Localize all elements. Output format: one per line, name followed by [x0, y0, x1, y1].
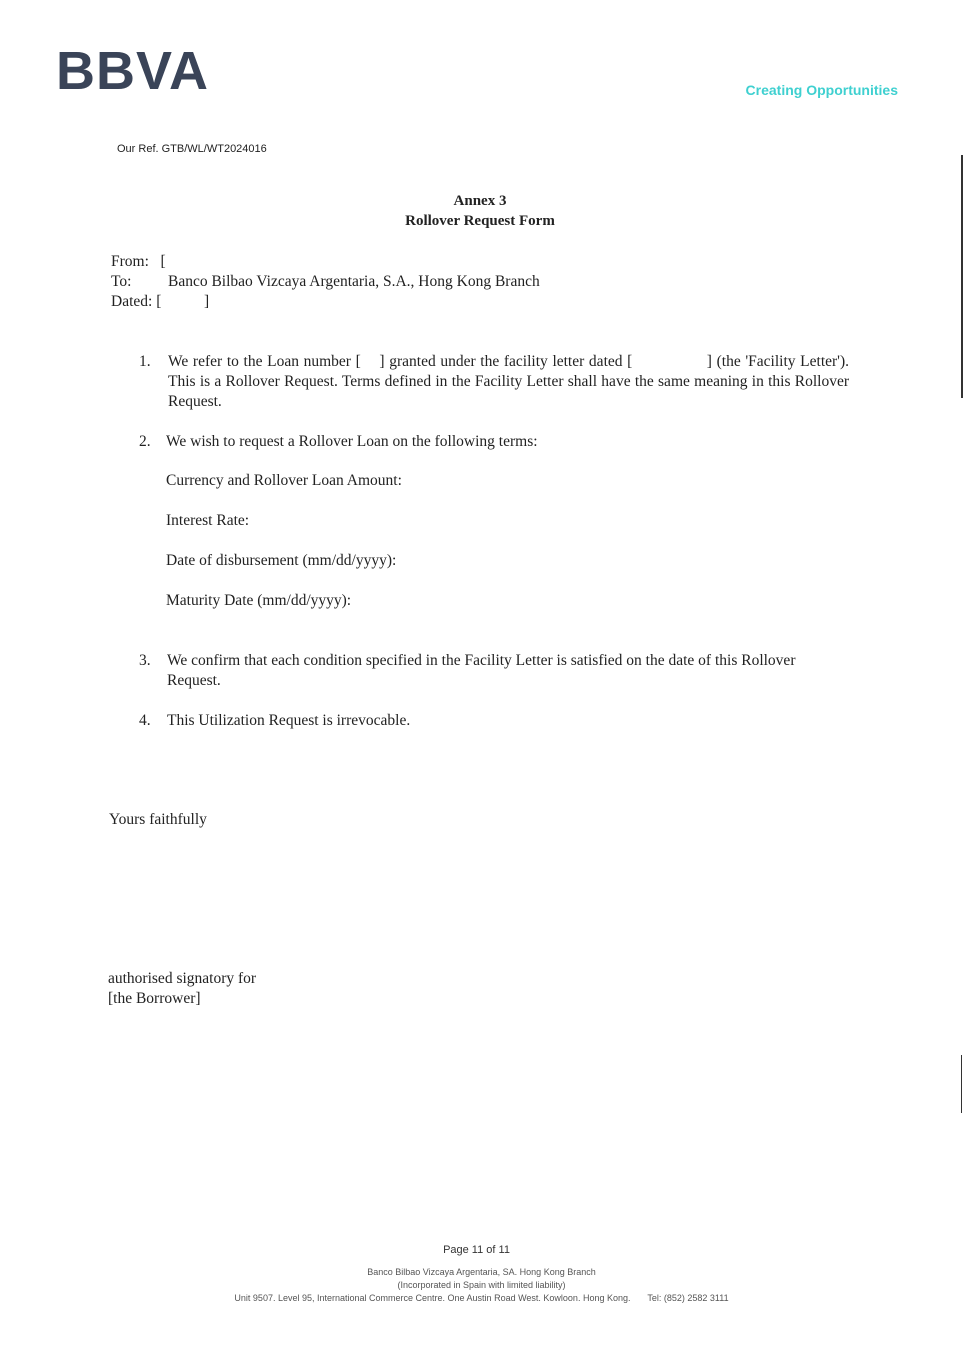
dated-line: Dated: [ ] — [111, 293, 210, 310]
clause-3-number: 3. — [139, 652, 151, 669]
clause-3-text: We confirm that each condition specified in the Facility Letter is satisfied on the date of this Rollover Request. — [167, 652, 796, 689]
to-label: To: — [111, 273, 132, 290]
signatory-line-2: [the Borrower] — [108, 990, 201, 1007]
clause-2-text: We wish to request a Rollover Loan on the following terms: — [166, 433, 538, 450]
footer-address: Unit 9507. Level 95, International Commerce Centre. One Austin Road West. Kowloon. Hong Kong. — [234, 1293, 631, 1303]
interest-rate-field: Interest Rate: — [166, 512, 250, 529]
footer-address-line — [0, 1293, 963, 1303]
margin-bar-bottom — [961, 1055, 962, 1113]
clause-4-number: 4. — [139, 712, 151, 729]
clause-1-number: 1. — [139, 353, 151, 370]
signatory-line-1: authorised signatory for — [108, 970, 257, 987]
currency-amount-field: Currency and Rollover Loan Amount: — [166, 472, 402, 489]
disbursement-date-field: Date of disbursement (mm/dd/yyyy): — [166, 552, 397, 569]
tagline: Creating Opportunities — [745, 82, 898, 98]
annex-title: Annex 3 — [453, 193, 507, 209]
form-title: Rollover Request Form — [405, 213, 555, 229]
to-value: Banco Bilbao Vizcaya Argentaria, S.A., Hong Kong Branch — [168, 273, 540, 290]
bbva-logo: BBVA — [56, 41, 210, 101]
footer-incorporation: (Incorporated in Spain with limited liability) — [397, 1280, 566, 1290]
clause-1-text: We refer to the Loan number [ ] granted under the facility letter dated [ ] (the 'Facility Letter'). This is a Rollover Request. Terms defined in the Facility Letter shall have the same meaning in this Rollover Request. — [168, 353, 853, 410]
salutation: Yours faithfully — [109, 811, 207, 828]
reference-number: Our Ref. GTB/WL/WT2024016 — [117, 143, 267, 155]
maturity-date-field: Maturity Date (mm/dd/yyyy): — [166, 592, 352, 609]
clause-4-text: This Utilization Request is irrevocable. — [167, 712, 411, 729]
footer-telephone: Tel: (852) 2582 3111 — [647, 1293, 729, 1303]
margin-bar-top — [961, 155, 963, 398]
page-number: Page 11 of 11 — [443, 1244, 510, 1256]
footer-bank-name: Banco Bilbao Vizcaya Argentaria, SA. Hong Kong Branch — [367, 1267, 596, 1277]
from-line: From: [ — [111, 253, 166, 270]
clause-2-number: 2. — [139, 433, 151, 450]
